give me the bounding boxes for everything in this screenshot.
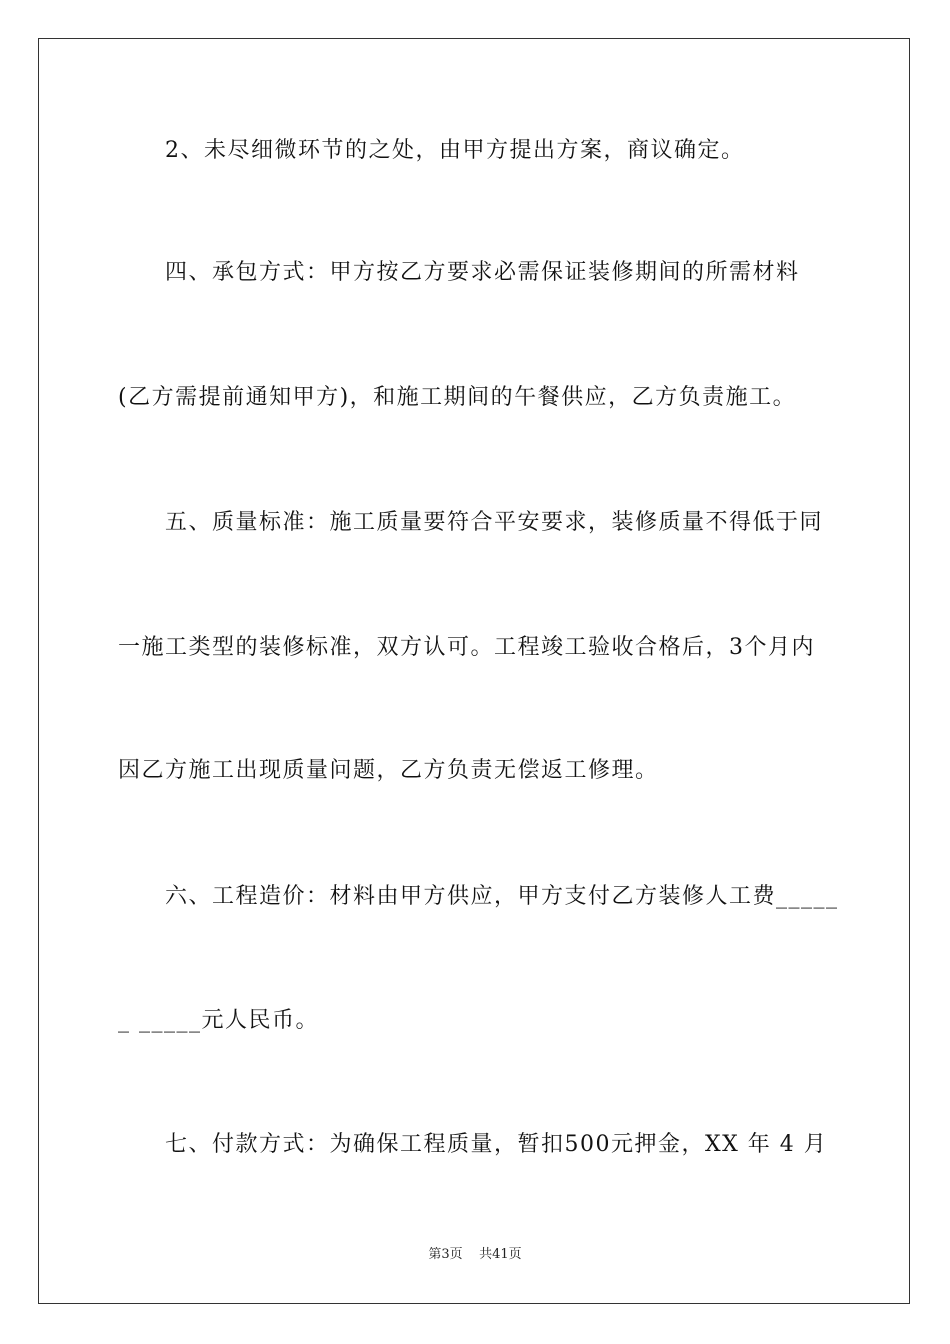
page-number-footer: 第3页 共41页 — [428, 1247, 522, 1262]
paragraph-line-1: 2、未尽细微环节的之处，由甲方提出方案，商议确定。 — [165, 138, 745, 163]
paragraph-line-5: 一施工类型的装修标准，双方认可。工程竣工验收合格后，3个月内 — [118, 635, 815, 660]
paragraph-line-9: 七、付款方式：为确保工程质量，暂扣500元押金，XX 年 4 月 — [165, 1132, 828, 1157]
paragraph-line-3: (乙方需提前通知甲方)，和施工期间的午餐供应，乙方负责施工。 — [118, 385, 797, 410]
paragraph-line-7: 六、工程造价：材料由甲方供应，甲方支付乙方装修人工费_____ — [165, 884, 839, 909]
paragraph-line-8: _ _____元人民币。 — [118, 1008, 319, 1033]
page-border — [38, 38, 910, 1304]
paragraph-line-2: 四、承包方式：甲方按乙方要求必需保证装修期间的所需材料 — [165, 260, 800, 285]
paragraph-line-4: 五、质量标准：施工质量要符合平安要求，装修质量不得低于同 — [165, 510, 824, 535]
paragraph-line-6: 因乙方施工出现质量问题，乙方负责无偿返工修理。 — [118, 758, 659, 783]
